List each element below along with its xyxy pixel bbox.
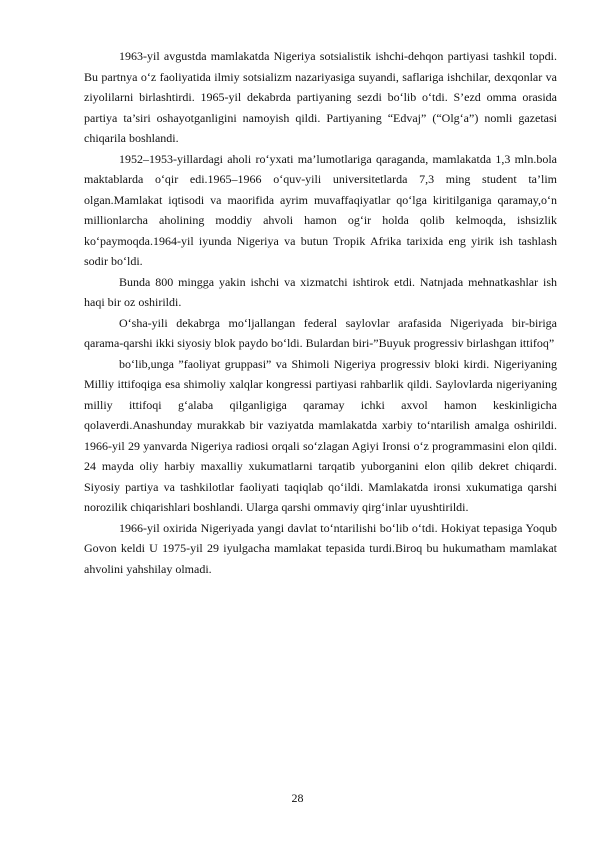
page-body (84, 46, 557, 579)
paragraph-strike-participants: Bunda 800 mingga yakin ishchi va xizmatchi ishtirok etdi. Natnjada mehnatkashlar ish haqi bir oz oshirildi. (84, 274, 557, 309)
paragraph-party-founding: 1963-yil avgustda mamlakatda Nigeriya sotsialistik ishchi-dehqon partiyasi tashkil topdi. Bu partnya o‘z faoliyatida ilmiy sotsializm nazariyasiga suyandi, saflariga ishchilar, dexqonlar va ziyolilarni birlashtirdi. 1965-yil dekabrda partiyaning sezdi bo‘lib o‘tdi. S’ezd omma orasida partiya ta’siri oshayotganligini namoyish qildi. Partiyaning “Edvaj” (“Olg‘a”) nomli gazetasi chiqarila boshlandi. (84, 49, 557, 145)
page-number: 28 (291, 791, 304, 805)
paragraph-federal-elections: O‘sha-yili dekabrga mo‘ljallangan federal saylovlar arafasida Nigeriyada bir-biriga qarama-qarshi ikki siyosiy blok paydo bo‘ldi. Bulardan biri-”Buyuk progressiv birlashgan ittifoq” (84, 315, 557, 350)
paragraph-military-coup: bo‘lib,unga ”faoliyat gruppasi” va Shimoli Nigeriya progressiv bloki kirdi. Nigeriyaning Milliy ittifoqiga esa shimoliy xalqlar kongressi partiyasi rahbarlik qildi. Saylovlarda nigeriyaning milliy ittifoqi g‘alaba qilganligiga qaramay ichki axvol hamon keskinligicha qolaverdi.Anashunday murakkab bir vaziyatda mamlakatda xarbiy to‘ntarilish amalga oshirildi. 1966-yil 29 yanvarda Nigeriya radiosi orqali so‘zlagan Agiyi Ironsi o‘z programmasini elon qildi. 24 mayda oliy harbiy maxalliy xukumatlarni tarqatib yuborganini elon qilib dekret chiqardi. Siyosiy partiya va tashkilotlar faoliyati taqiqlab qo‘ildi. Mamlakatda ironsi xukumatiga qarshi norozilik chiqarishlari boshlandi. Ularga qarshi ommaviy qirg‘inlar uyushtirildi. (84, 356, 557, 514)
paragraph-second-coup: 1966-yil oxirida Nigeriyada yangi davlat to‘ntarilishi bo‘lib o‘tdi. Hokiyat tepasiga Yoqub Govon keldi U 1975-yil 29 iyulgacha mamlakat tepasida turdi.Biroq bu hukumatham mamlakat ahvolini yahshilay olmadi. (84, 520, 557, 576)
paragraph-education-statistics: 1952–1953-yillardagi aholi ro‘yxati ma’lumotlariga qaraganda, mamlakatda 1,3 mln.bola maktablarda o‘qir edi.1965–1966 o‘quv-yili universitetlarda 7,3 ming student ta’lim olgan.Mamlakat iqtisodi va maorifida ayrim muvaffaqiyatlar qo‘lga kiritilganiga qaramay,o‘n millionlarcha aholining moddiy ahvoli hamon og‘ir holda qolib kelmoqda, ishsizlik ko‘paymoqda.1964-yil iyunda Nigeriya va butun Tropik Afrika tarixida eng yirik ish tashlash sodir bo‘ldi. (84, 151, 557, 268)
